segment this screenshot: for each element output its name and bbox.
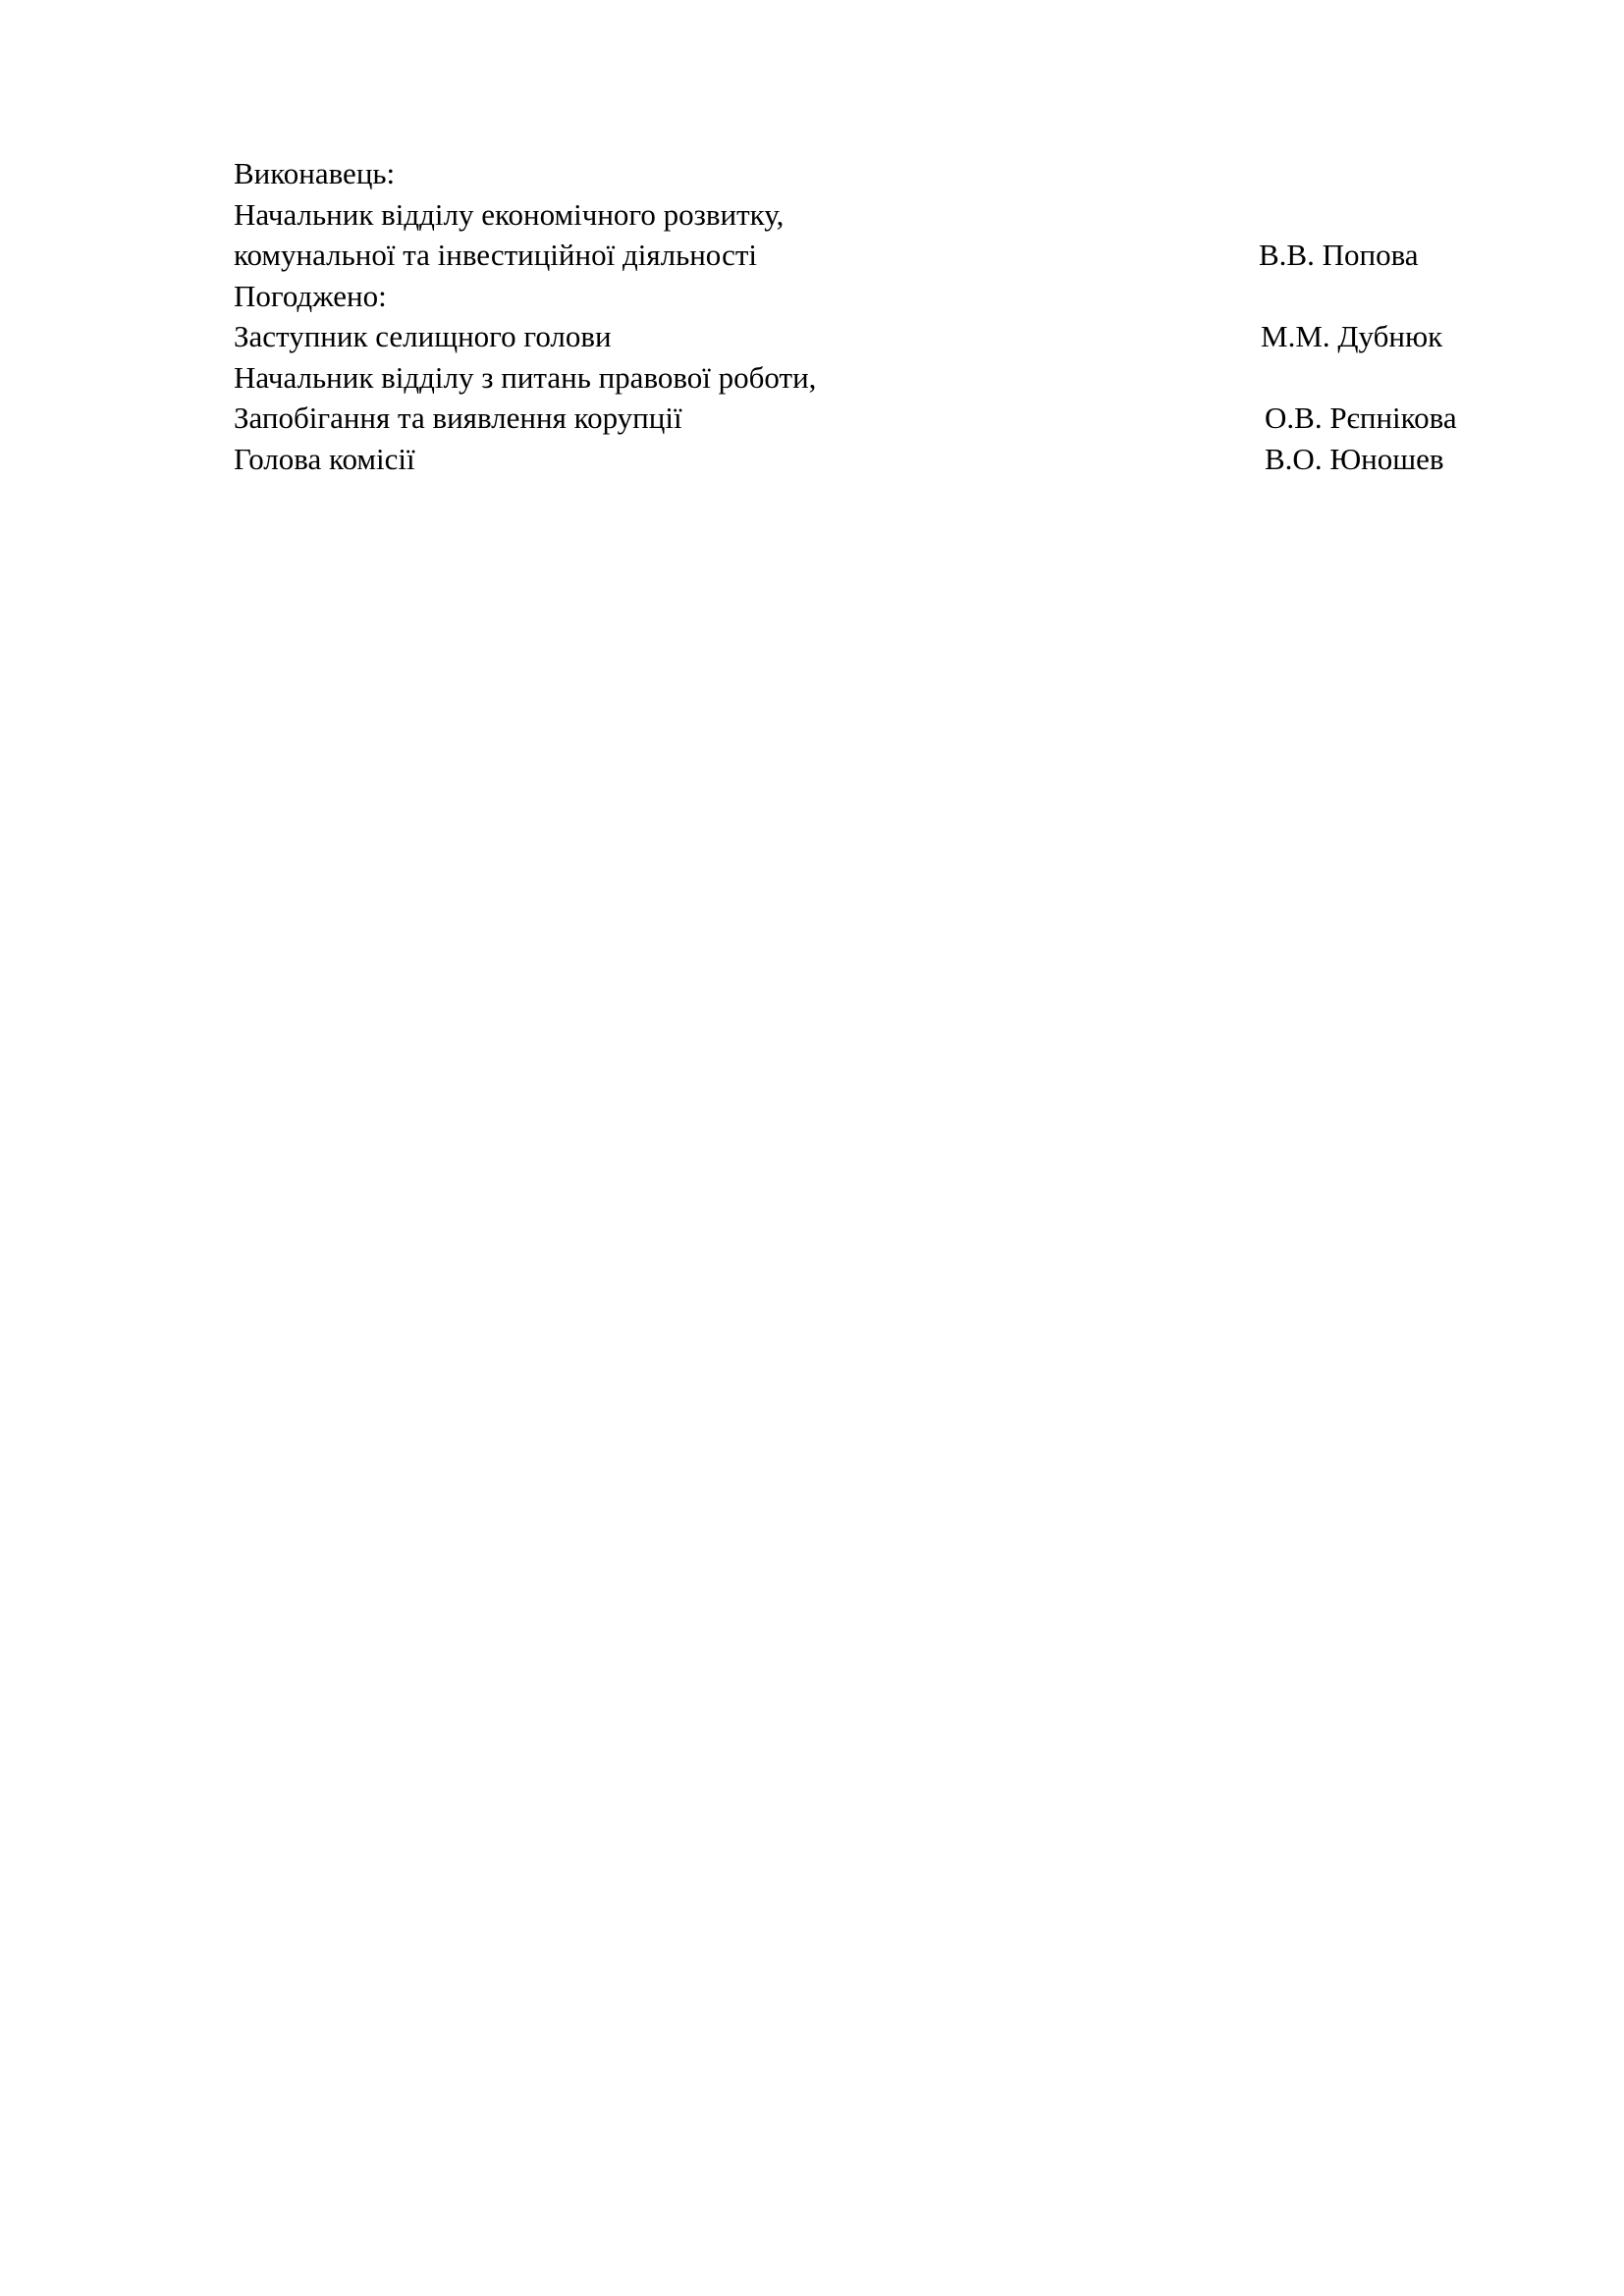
deputy-row (234, 316, 1481, 357)
executor-heading: Виконавець: (234, 156, 396, 190)
legal-position-line-2: Запобігання та виявлення корупції (234, 400, 682, 435)
legal-position-line-1: Начальник відділу з питань правової роботи, (234, 359, 817, 395)
approval-heading-row (234, 276, 1481, 317)
deputy-position: Заступник селищного голови (234, 319, 612, 353)
legal-position-row-2 (234, 398, 1481, 439)
approval-heading: Погоджено: (234, 278, 387, 313)
commission-name: В.О. Юношев (1265, 441, 1444, 476)
deputy-name: М.М. Дубнюк (1261, 319, 1443, 353)
signature-block (234, 153, 1481, 479)
legal-position-row-1 (234, 357, 1481, 399)
commission-position: Голова комісії (234, 441, 415, 476)
executor-name: В.В. Попова (1259, 238, 1419, 272)
executor-position-row-1 (234, 194, 1481, 236)
executor-position-row-2 (234, 235, 1481, 276)
commission-row (234, 439, 1481, 480)
executor-heading-row (234, 153, 1481, 194)
executor-position-line-1: Начальник відділу економічного розвитку, (234, 196, 785, 232)
legal-name: О.В. Рєпнікова (1265, 400, 1457, 435)
executor-position-line-2: комунальної та інвестиційної діяльності (234, 238, 757, 272)
